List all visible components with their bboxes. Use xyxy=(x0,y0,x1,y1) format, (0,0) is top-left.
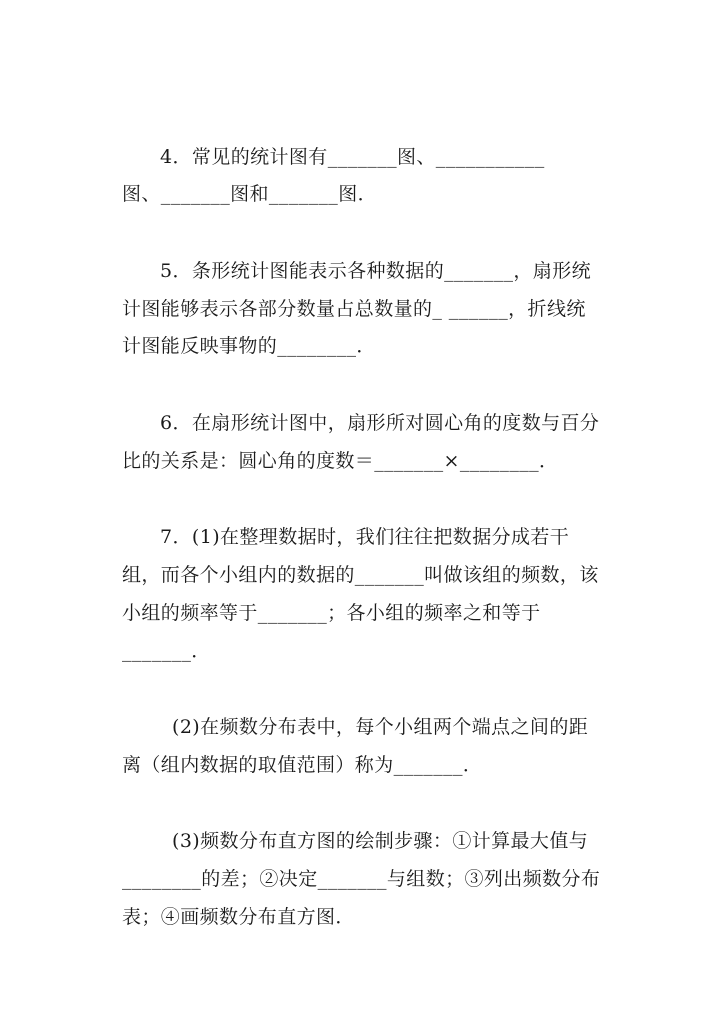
q7-2-line-2: 离（组内数据的取值范围）称为_______． xyxy=(122,754,483,776)
q7-2-line-1: (2)在频数分布表中，每个小组两个端点之间的距 xyxy=(172,716,589,738)
q6-line-2: 比的关系是：圆心角的度数＝_______×________． xyxy=(122,450,559,472)
q7-3-line-2: ________的差；②决定_______与组数；③列出频数分布 xyxy=(122,868,601,890)
q7-1-line-1: 7．(1)在整理数据时，我们往往把数据分成若干 xyxy=(160,526,570,548)
q7-1-line-4: _______． xyxy=(122,640,211,662)
q4-line-2: 图、_______图和_______图． xyxy=(122,183,378,205)
q7-1-line-2: 组，而各个小组内的数据的_______叫做该组的频数，该 xyxy=(122,564,599,586)
q7-1-line-3: 小组的频率等于_______；各小组的频率之和等于 xyxy=(122,602,541,624)
q7-3-line-1: (3)频数分布直方图的绘制步骤：①计算最大值与 xyxy=(172,830,589,852)
q5-line-3: 计图能反映事物的________． xyxy=(122,335,376,357)
q6-line-1: 6．在扇形统计图中，扇形所对圆心角的度数与百分 xyxy=(160,412,600,434)
q5-line-1: 5．条形统计图能表示各种数据的_______，扇形统 xyxy=(160,260,591,282)
q7-3-line-3: 表；④画频数分布直方图． xyxy=(122,906,355,928)
q4-line-1: 4．常见的统计图有_______图、___________ xyxy=(160,146,545,168)
q5-line-2: 计图能够表示各部分数量占总数量的_ ______，折线统 xyxy=(122,298,586,320)
